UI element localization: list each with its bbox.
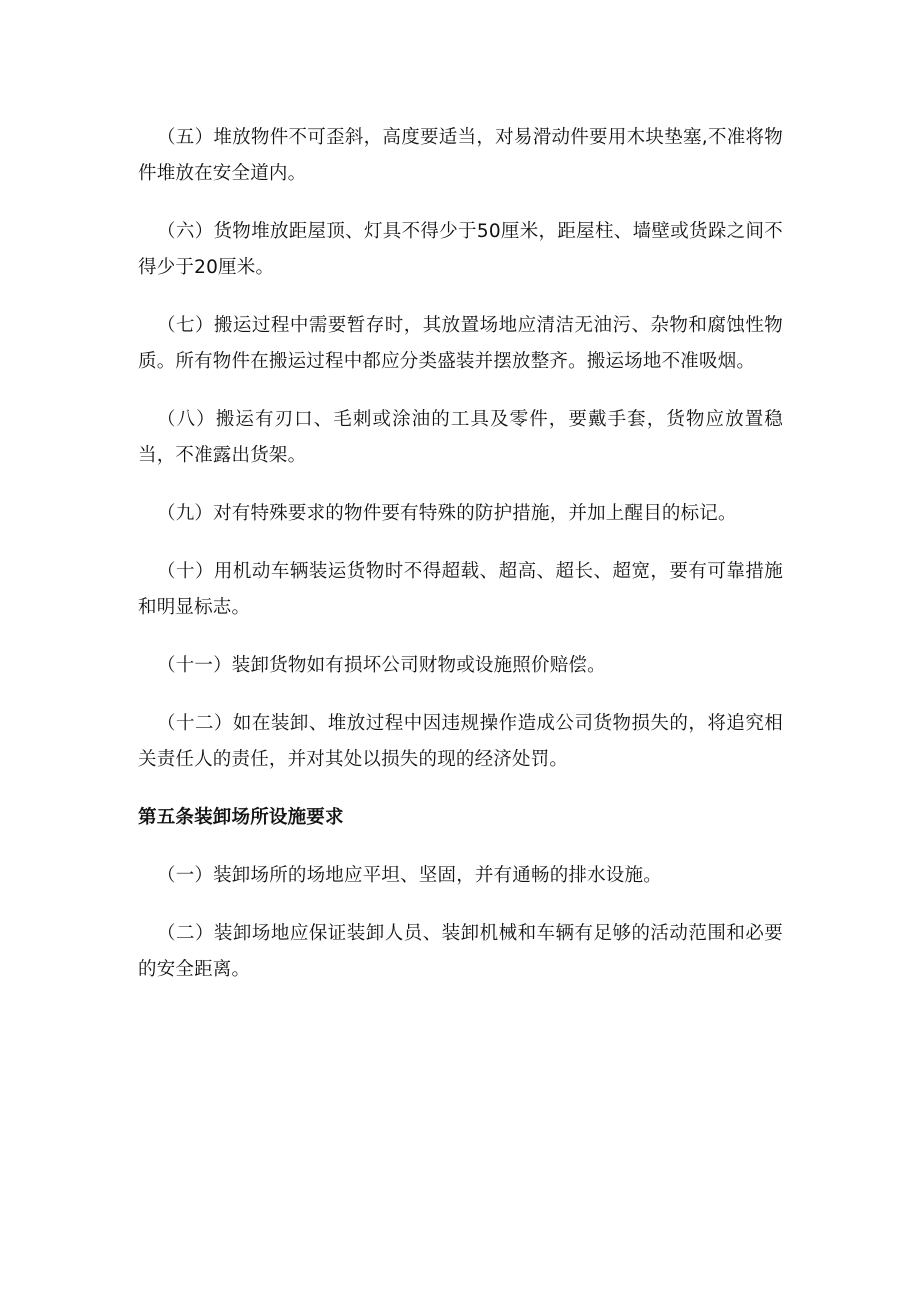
paragraph-item-6: （六）货物堆放距屋顶、灯具不得少于50厘米，距屋柱、墙壁或货跺之间不得少于20厘米。: [138, 221, 783, 278]
paragraph-item-8: （八）搬运有刃口、毛刺或涂油的工具及零件，要戴手套，货物应放置稳当，不准露出货架。: [138, 409, 783, 466]
paragraph-item-11: （十一）装卸货物如有损坏公司财物或设施照价赔偿。: [157, 655, 606, 676]
paragraph-item-1: （一）装卸场所的场地应平坦、坚固，并有通畅的排水设施。: [157, 865, 662, 886]
paragraph-item-5: （五）堆放物件不可歪斜，高度要适当，对易滑动件要用木块垫塞,不准将物件堆放在安全道内。: [138, 127, 783, 184]
paragraph-item-7: （七）搬运过程中需要暂存时，其放置场地应清洁无油污、杂物和腐蚀性物质。所有物件在搬运过程中都应分类盛装并摆放整齐。搬运场地不准吸烟。: [138, 315, 783, 372]
paragraph-item-10: （十）用机动车辆装运货物时不得超载、超高、超长、超宽，要有可靠措施和明显标志。: [138, 561, 783, 618]
section-heading-article-5: 第五条装卸场所设施要求: [138, 807, 344, 828]
document-body: [138, 120, 783, 1010]
paragraph-item-2: （二）装卸场地应保证装卸人员、装卸机械和车辆有足够的活动范围和必要的安全距离。: [138, 923, 783, 980]
paragraph-item-12: （十二）如在装卸、堆放过程中因违规操作造成公司货物损失的，将追究相关责任人的责任，并对其处以损失的现的经济处罚。: [138, 713, 783, 770]
paragraph-item-9: （九）对有特殊要求的物件要有特殊的防护措施，并加上醒目的标记。: [157, 503, 737, 524]
